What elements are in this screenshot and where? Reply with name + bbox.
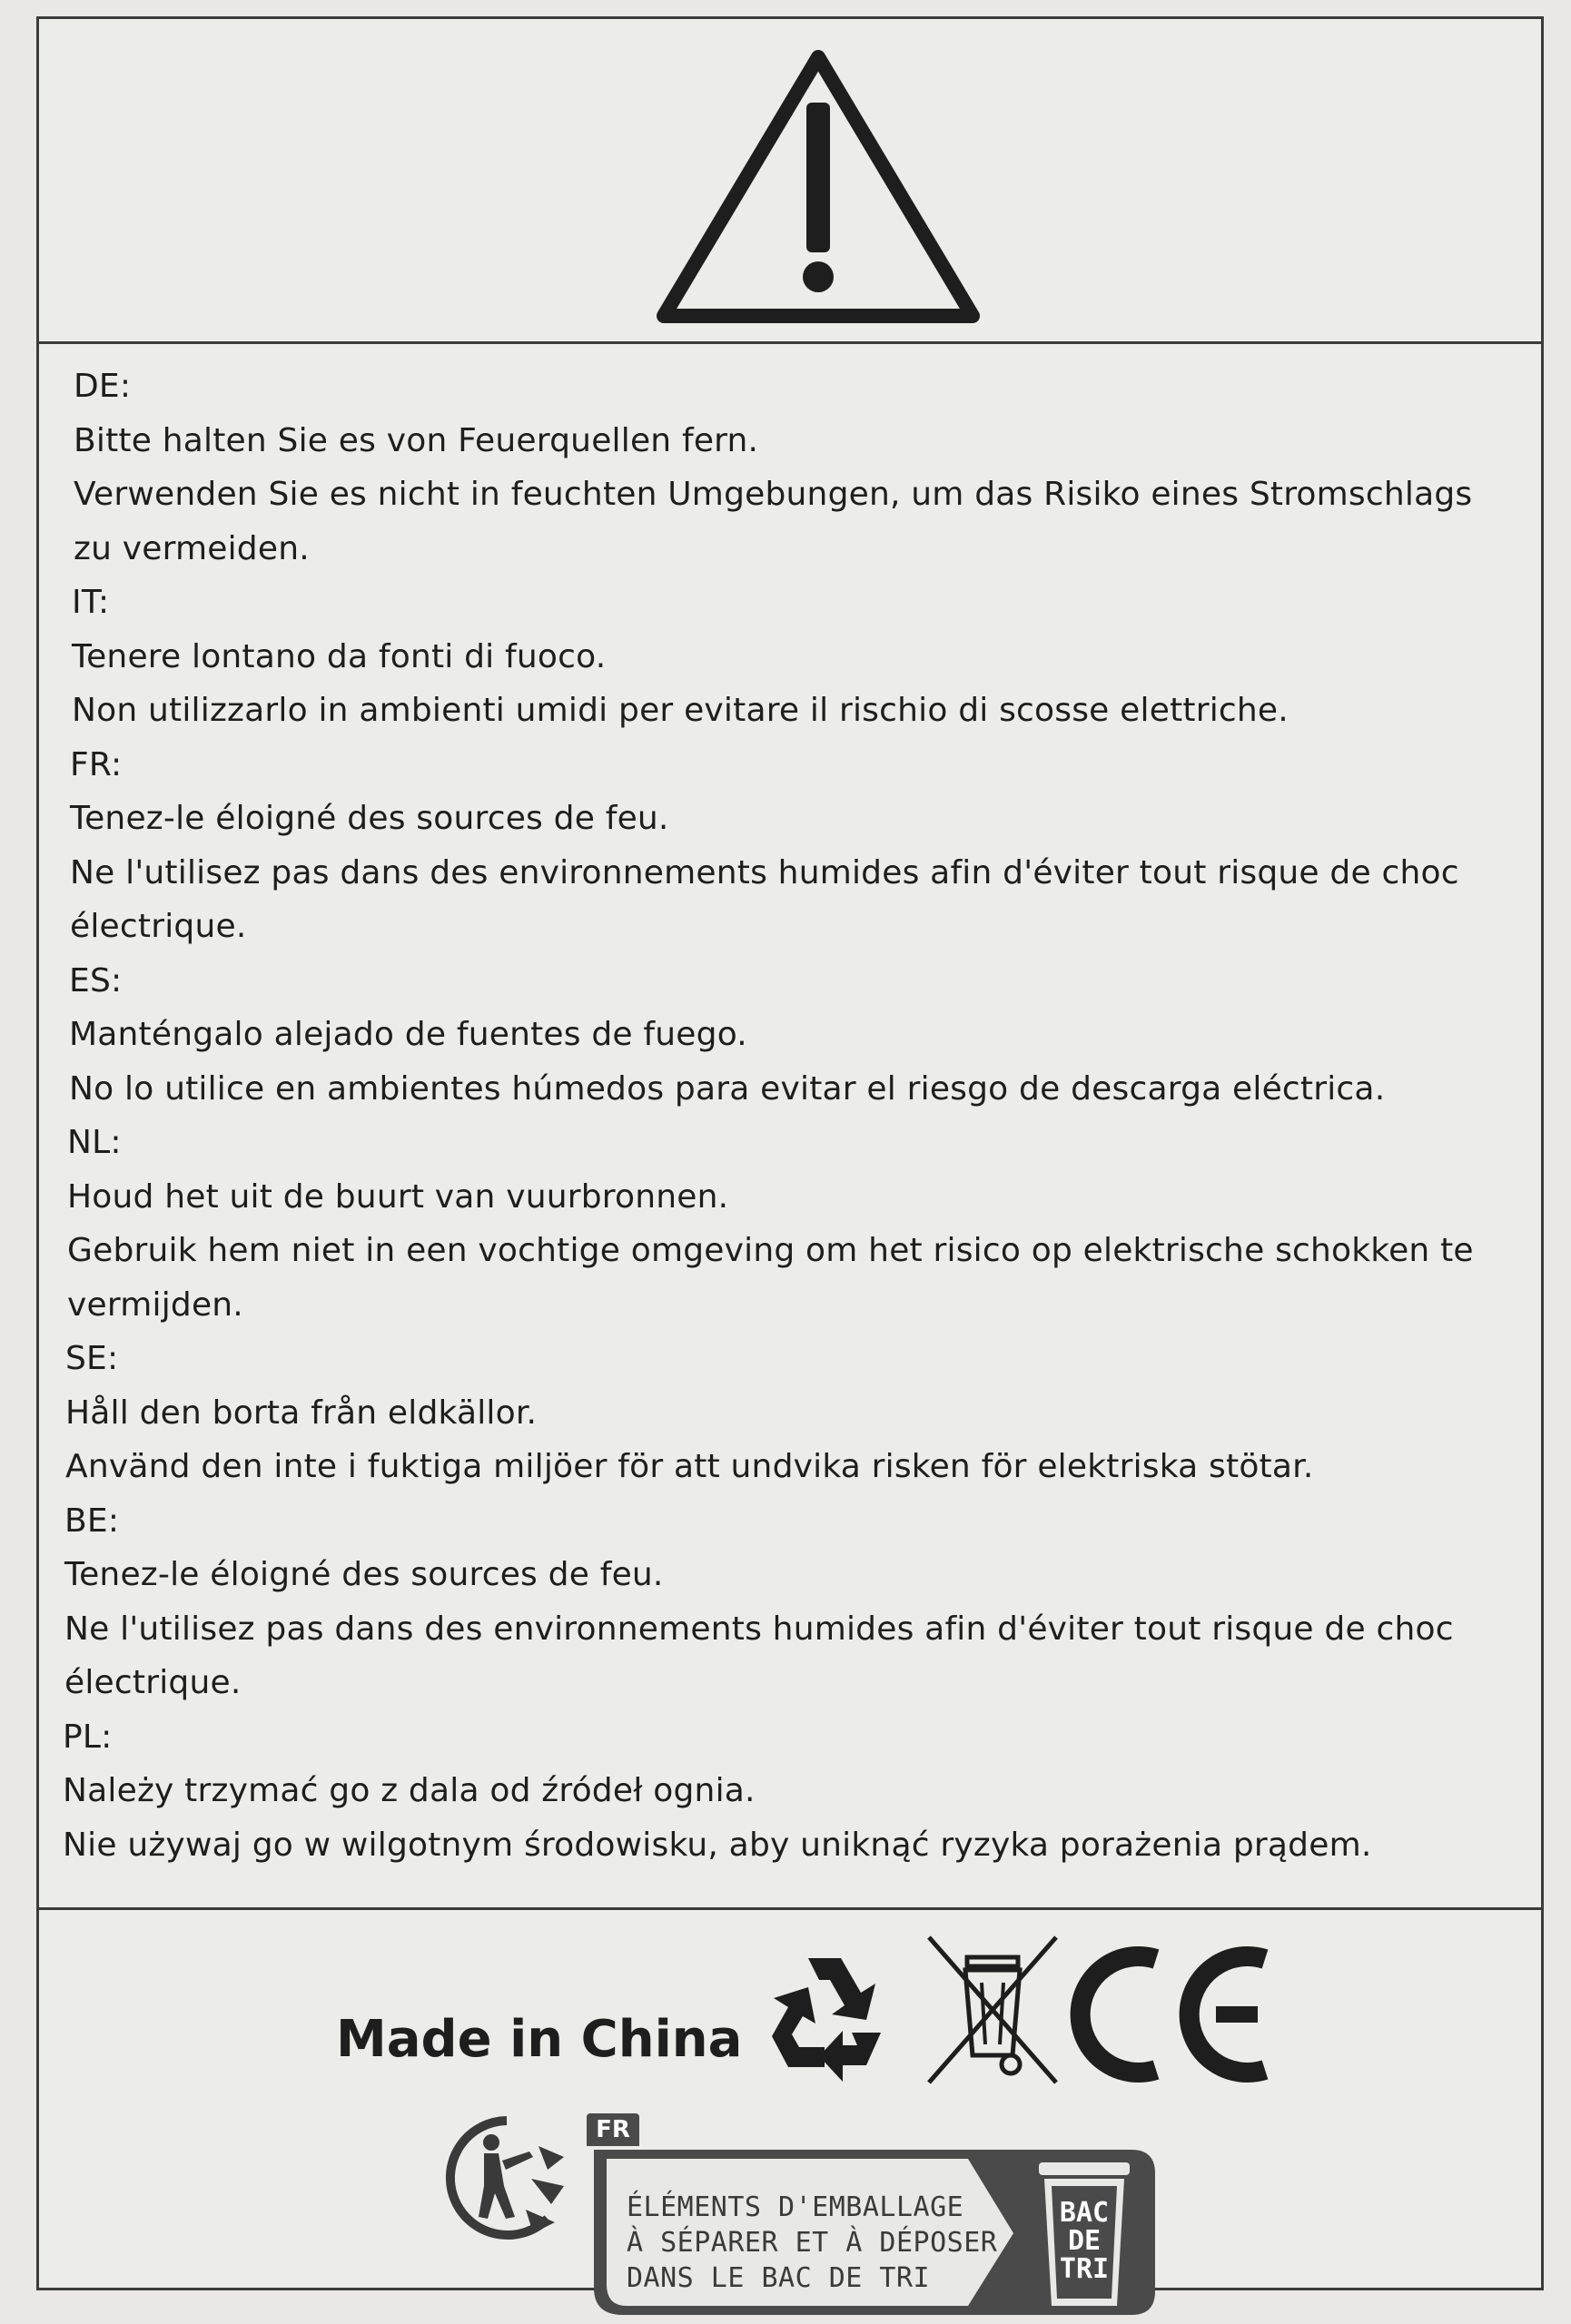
notice-line: Tenez-le éloigné des sources de feu.	[70, 800, 669, 837]
notice-line: Bitte halten Sie es von Feuerquellen fern.	[74, 421, 759, 459]
safety-text-section	[39, 341, 1541, 1910]
notice-line: Gebruik hem niet in een vochtige omgeving om het risico op elektrische schokken te	[67, 1232, 1474, 1269]
language-code-de: DE:	[74, 368, 132, 405]
safety-text-lines	[64, 359, 1525, 1872]
footer-section	[39, 1910, 1541, 2294]
warning-triangle-icon	[646, 39, 991, 339]
made-in-china-label: Made in China	[336, 2010, 743, 2069]
bin-label-line: DE	[1067, 2225, 1102, 2257]
language-code-be: BE:	[64, 1502, 120, 1540]
notice-line: Ne l'utilisez pas dans des environnements humides afin d'éviter tout risque de choc	[70, 853, 1459, 891]
sorting-info-panel	[587, 2146, 1159, 2319]
notice-line: Houd het uit de buurt van vuurbronnen.	[67, 1177, 729, 1216]
recycle-icon	[772, 1958, 881, 2082]
sorting-bin-label	[1052, 2199, 1116, 2283]
notice-line: Należy trzymać go z dala od źródeł ognia.	[63, 1772, 756, 1809]
fr-country-tag: FR	[587, 2113, 639, 2146]
ce-mark-icon	[1081, 1956, 1265, 2073]
notice-line: Använd den inte i fuktiga miljöer för att undvika risken för elektriska stötar.	[65, 1448, 1314, 1485]
warning-section	[39, 19, 1541, 344]
notice-line: vermijden.	[67, 1285, 243, 1324]
notice-line: zu vermeiden.	[74, 529, 310, 567]
language-code-nl: NL:	[67, 1124, 122, 1161]
compliance-symbols	[756, 1928, 1301, 2110]
notice-line: Verwenden Sie es nicht in feuchten Umgebungen, um das Risiko eines Stromschlags	[74, 476, 1473, 513]
bin-label-line: TRI	[1059, 2253, 1110, 2285]
language-code-fr: FR:	[70, 745, 123, 783]
notice-line: Manténgalo alejado de fuentes de fuego.	[69, 1016, 747, 1053]
notice-line: électrique.	[64, 1664, 242, 1701]
bin-label-line: BAC	[1059, 2197, 1110, 2229]
notice-line: électrique.	[70, 908, 247, 945]
notice-line: Håll den borta från eldkällor.	[65, 1393, 538, 1432]
language-code-it: IT:	[72, 584, 110, 621]
notice-line: No lo utilice en ambientes húmedos para evitar el riesgo de descarga eléctrica.	[69, 1069, 1386, 1108]
sorting-line: ÉLÉMENTS D'EMBALLAGE	[627, 2191, 964, 2223]
language-code-se: SE:	[65, 1340, 119, 1377]
sorting-line: DANS LE BAC DE TRI	[627, 2262, 931, 2294]
notice-line: Ne l'utilisez pas dans des environnements humides afin d'éviter tout risque de choc	[64, 1610, 1454, 1648]
notice-line: Nie używaj go w wilgotnym środowisku, aby uniknąć ryzyka porażenia prądem.	[63, 1826, 1372, 1864]
notice-line: Tenez-le éloigné des sources de feu.	[64, 1556, 664, 1593]
sorting-line: À SÉPARER ET À DÉPOSER	[627, 2227, 998, 2259]
crossed-bin-icon	[929, 1937, 1056, 2083]
language-code-pl: PL:	[63, 1718, 113, 1756]
sorting-instructions	[627, 2190, 997, 2296]
notice-line: Tenere lontano da fonti di fuoco.	[72, 637, 607, 675]
triman-icon	[439, 2110, 575, 2246]
language-code-es: ES:	[69, 961, 123, 1000]
label-frame	[36, 16, 1544, 2294]
notice-line: Non utilizzarlo in ambienti umidi per evitare il rischio di scosse elettriche.	[72, 692, 1289, 729]
